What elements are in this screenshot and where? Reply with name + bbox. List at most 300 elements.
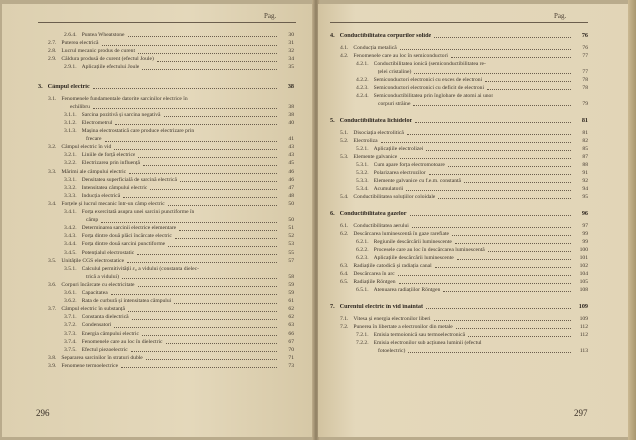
toc-page-number: 78 bbox=[582, 85, 588, 91]
toc-entry-row bbox=[340, 130, 588, 136]
toc-page-number: 55 bbox=[288, 249, 294, 256]
toc-entry-row bbox=[356, 77, 588, 83]
toc-entry-number: 6.2. bbox=[340, 231, 349, 237]
toc-page-number: 82 bbox=[582, 138, 588, 144]
toc-entry-title: Radiațiile catodică și radiația canal bbox=[353, 263, 432, 269]
toc-entry-row bbox=[64, 298, 294, 304]
toc-page-number: 101 bbox=[579, 255, 588, 261]
toc-entry-number: 4.2.3. bbox=[356, 85, 369, 91]
toc-entry-title: Intensitatea câmpului electric bbox=[81, 184, 148, 191]
toc-chapter-row bbox=[330, 304, 588, 310]
toc-page-number: 45 bbox=[288, 160, 294, 167]
toc-entry-number: 6.2.1. bbox=[356, 239, 369, 245]
toc-entry-title: Atenuarea radiațiilor Röntgen bbox=[373, 287, 441, 293]
toc-leader-dots bbox=[111, 294, 277, 295]
toc-entry-title: Conductibilitatea gazelor bbox=[339, 211, 407, 217]
toc-entry-row bbox=[64, 128, 294, 134]
toc-leader-dots bbox=[168, 246, 277, 247]
toc-leader-dots bbox=[115, 124, 277, 125]
toc-entry-title: Câmpul electric bbox=[47, 83, 90, 90]
toc-leader-dots bbox=[101, 222, 277, 223]
toc-entry-title: Vitesa și energia electronilor liberi bbox=[353, 316, 431, 322]
toc-leader-dots bbox=[435, 267, 571, 268]
toc-entry-title: Cum apare forța electromotoare bbox=[373, 162, 445, 168]
toc-page-number: 50 bbox=[288, 217, 294, 224]
toc-page-number: 76 bbox=[581, 32, 588, 39]
toc-page-number: 81 bbox=[581, 117, 588, 124]
toc-entry-number: 2.9.1. bbox=[64, 64, 77, 71]
toc-entry-row bbox=[340, 316, 588, 322]
toc-page-number: 31 bbox=[288, 40, 294, 47]
toc-leader-dots bbox=[434, 320, 571, 321]
toc-entry-row bbox=[340, 279, 588, 285]
toc-entry-number: 2.9. bbox=[48, 56, 57, 63]
toc-entry-row bbox=[48, 363, 294, 369]
toc-entry-title: Căldura produsă de curent (efectul Joule) bbox=[61, 56, 154, 63]
toc-entry-title: Inducția electrică bbox=[81, 192, 121, 199]
toc-leader-dots bbox=[114, 327, 277, 328]
toc-entry-number: 7.2.2. bbox=[356, 340, 369, 346]
page-number-right: 297 bbox=[574, 408, 588, 418]
left-page bbox=[2, 4, 314, 437]
toc-page-number: 38 bbox=[287, 82, 294, 90]
toc-entry-number: 3.6.1. bbox=[64, 290, 77, 296]
toc-page-number: 34 bbox=[288, 56, 294, 63]
toc-entry-number: 3.1.3. bbox=[64, 128, 77, 134]
toc-entry-row bbox=[340, 263, 588, 269]
toc-page-number: 94 bbox=[582, 186, 588, 192]
toc-entry-number: 5.3.3. bbox=[356, 178, 369, 184]
toc-entry-number: 3.7.1. bbox=[64, 314, 77, 321]
toc-entry-row bbox=[340, 138, 588, 144]
toc-leader-dots bbox=[410, 215, 572, 216]
toc-entry-row bbox=[86, 217, 294, 223]
toc-entry-number: 6.5.1. bbox=[356, 287, 369, 293]
toc-leader-dots bbox=[142, 69, 277, 70]
toc-entry-title: Separarea sarcinilor în straturi duble bbox=[61, 354, 143, 361]
toc-entry-title: Aplicațiile electrolizei bbox=[373, 146, 424, 152]
toc-leader-dots bbox=[175, 238, 277, 239]
toc-entry-row bbox=[64, 209, 294, 215]
toc-entry-row bbox=[356, 162, 588, 168]
toc-entry-row bbox=[340, 194, 588, 200]
toc-entry-row bbox=[48, 282, 294, 288]
toc-entry-number: 6.2.2. bbox=[356, 247, 369, 253]
toc-page-number: 102 bbox=[579, 263, 588, 269]
toc-entry-row bbox=[64, 112, 294, 118]
toc-entry-title: Acumulatorii bbox=[373, 186, 404, 192]
toc-entry-number: 7. bbox=[330, 303, 335, 310]
toc-page-number: 92 bbox=[582, 178, 588, 184]
toc-page-number: 104 bbox=[579, 271, 588, 277]
toc-entry-row bbox=[340, 154, 588, 160]
toc-page-number: 63 bbox=[288, 322, 294, 329]
toc-entry-number: 6.4. bbox=[340, 271, 349, 277]
toc-leader-dots bbox=[123, 197, 277, 198]
toc-entry-title: Aplicațiile efectului Joule bbox=[81, 64, 140, 71]
toc-leader-dots bbox=[438, 198, 571, 199]
toc-page-number: 109 bbox=[579, 316, 588, 322]
toc-leader-dots bbox=[131, 351, 277, 352]
page-edge bbox=[628, 0, 636, 440]
toc-leader-dots bbox=[122, 278, 277, 279]
toc-page-number: 91 bbox=[582, 170, 588, 176]
toc-page-number: 79 bbox=[582, 101, 588, 107]
toc-entry-title: Fenomene termoelectrice bbox=[61, 362, 119, 369]
toc-entry-row bbox=[64, 290, 294, 296]
right-page bbox=[318, 4, 630, 437]
toc-entry-number: 4.2. bbox=[340, 53, 349, 59]
toc-page-number: 46 bbox=[288, 168, 294, 175]
toc-entry-row bbox=[64, 241, 294, 247]
toc-entry-number: 7.2.1. bbox=[356, 332, 369, 338]
toc-page-number: 59 bbox=[288, 281, 294, 288]
toc-page-number: 88 bbox=[582, 162, 588, 168]
toc-entry-row bbox=[86, 136, 294, 142]
toc-entry-row bbox=[378, 101, 588, 107]
toc-page-number: 35 bbox=[288, 64, 294, 71]
toc-leader-dots bbox=[398, 275, 571, 276]
toc-entry-number: 3.1.1. bbox=[64, 111, 77, 118]
toc-entry-title: Efectul piezoelectric bbox=[81, 346, 128, 353]
toc-entry-number: 5. bbox=[330, 117, 335, 124]
toc-entry-number: 3.4.2. bbox=[64, 225, 77, 232]
toc-entry-title-continued: câmp bbox=[86, 217, 99, 224]
toc-entry-row bbox=[356, 340, 588, 346]
toc-entry-title: Emisia termoionică sau termoelectronică bbox=[373, 332, 466, 338]
toc-page-number: 77 bbox=[582, 53, 588, 59]
toc-page-number: 43 bbox=[288, 152, 294, 159]
toc-page-number: 41 bbox=[288, 136, 294, 143]
toc-leader-dots bbox=[456, 328, 571, 329]
toc-entry-title: Mașina electrostatică care produce electrizare prin bbox=[81, 128, 195, 134]
toc-entry-row bbox=[64, 160, 294, 166]
toc-entry-title: Conductibilitatea lichidelor bbox=[339, 118, 413, 124]
toc-page-number: 87 bbox=[582, 154, 588, 160]
toc-entry-row bbox=[48, 258, 294, 264]
toc-entry-number: 3.3.2. bbox=[64, 184, 77, 191]
toc-entry-number: 6.3. bbox=[340, 263, 349, 269]
toc-entry-title: Semiconductibilitatea prin înglobare de atomi ai unor bbox=[373, 93, 494, 99]
toc-entry-title: Electroliza bbox=[353, 138, 378, 144]
page-column-label: Pag. bbox=[554, 12, 567, 20]
toc-entry-number: 3.5.1. bbox=[64, 265, 77, 272]
toc-entry-row bbox=[48, 201, 294, 207]
toc-leader-dots bbox=[121, 367, 277, 368]
toc-page-number: 109 bbox=[578, 303, 588, 310]
toc-page-number: 77 bbox=[582, 69, 588, 75]
toc-leader-dots bbox=[468, 336, 571, 337]
toc-entry-row bbox=[356, 170, 588, 176]
toc-entry-title-continued: frecare bbox=[86, 136, 102, 143]
toc-entry-number: 3.7.3. bbox=[64, 330, 77, 337]
toc-entry-title: Forța exercitată asupra unei sarcini punctiforme în bbox=[81, 209, 195, 215]
toc-entry-number: 3.7.5. bbox=[64, 346, 77, 353]
toc-leader-dots bbox=[127, 262, 277, 263]
toc-page-number: 46 bbox=[288, 176, 294, 183]
toc-entry-number: 3.1.2. bbox=[64, 119, 77, 126]
toc-chapter-row bbox=[330, 33, 588, 39]
toc-page-number: 62 bbox=[288, 314, 294, 321]
toc-entry-row bbox=[48, 306, 294, 312]
toc-entry-row bbox=[48, 40, 294, 46]
toc-entry-row bbox=[356, 61, 588, 67]
toc-leader-dots bbox=[128, 311, 277, 312]
toc-entry-row bbox=[356, 93, 588, 99]
toc-leader-dots bbox=[179, 230, 277, 231]
toc-page-number: 99 bbox=[582, 239, 588, 245]
toc-entry-title: Polarizarea electrozilor bbox=[373, 170, 426, 176]
toc-entry-row bbox=[48, 56, 294, 62]
toc-entry-row bbox=[340, 45, 588, 51]
toc-entry-row bbox=[64, 185, 294, 191]
toc-entry-number: 3.1. bbox=[48, 95, 57, 102]
toc-entry-title: Forțele și lucrul mecanic într-un câmp electric bbox=[61, 200, 165, 207]
toc-entry-row bbox=[340, 271, 588, 277]
toc-entry-title: Calculul permitivității ε₀ a vidului (constanta dielec- bbox=[81, 265, 199, 272]
toc-leader-dots bbox=[413, 105, 571, 106]
toc-entry-row bbox=[64, 250, 294, 256]
toc-page-number: 113 bbox=[579, 348, 588, 354]
toc-entry-title: Conductibilitatea ionică (semiconductibilitatea re- bbox=[373, 61, 486, 67]
toc-page-number: 81 bbox=[582, 130, 588, 136]
toc-page-number: 32 bbox=[288, 48, 294, 55]
toc-entry-row bbox=[340, 223, 588, 229]
toc-entry-row bbox=[356, 287, 588, 293]
toc-page-number: 57 bbox=[288, 257, 294, 264]
toc-entry-row bbox=[356, 255, 588, 261]
toc-entry-title: Semiconductori electronici cu deficit de electroni bbox=[373, 85, 485, 91]
toc-entry-row bbox=[356, 239, 588, 245]
toc-leader-dots bbox=[105, 141, 277, 142]
toc-entry-title: Radiațiile Röntgen bbox=[353, 279, 396, 285]
toc-leader-dots bbox=[164, 116, 278, 117]
toc-entry-row bbox=[70, 104, 294, 110]
toc-entry-number: 3.3. bbox=[48, 168, 57, 175]
toc-entry-title: Condensatori bbox=[81, 322, 112, 329]
toc-page-number: 95 bbox=[582, 194, 588, 200]
toc-entry-number: 3.6. bbox=[48, 281, 57, 288]
toc-leader-dots bbox=[93, 88, 277, 89]
toc-leader-dots bbox=[408, 352, 571, 353]
toc-entry-title: Conductibilitatea corpurilor solide bbox=[339, 33, 432, 39]
toc-entry-number: 6.1. bbox=[340, 223, 349, 229]
toc-chapter-row bbox=[330, 211, 588, 217]
toc-entry-number: 3.3.1. bbox=[64, 176, 77, 183]
toc-leader-dots bbox=[146, 359, 277, 360]
toc-entry-number: 3.3.3. bbox=[64, 192, 77, 199]
toc-entry-title: Semiconductori electronici cu exces de electroni bbox=[373, 77, 483, 83]
toc-chapter-row bbox=[330, 118, 588, 124]
toc-entry-title: Aplicațiile descărcării luminescente bbox=[373, 255, 454, 261]
toc-entry-title: Câmpul electric în vid bbox=[61, 144, 112, 151]
toc-entry-row bbox=[64, 314, 294, 320]
toc-page-number: 99 bbox=[582, 231, 588, 237]
toc-entry-row bbox=[86, 274, 294, 280]
toc-entry-title: Câmpul electric în substanță bbox=[61, 306, 125, 313]
toc-entry-number: 3. bbox=[38, 82, 43, 90]
toc-entry-title: Procesele care au loc în descărcarea luminescentă bbox=[373, 247, 485, 253]
toc-entry-number: 3.7. bbox=[48, 306, 57, 313]
toc-page-number: 76 bbox=[582, 45, 588, 51]
toc-entry-row bbox=[378, 348, 588, 354]
toc-entry-number: 3.2. bbox=[48, 144, 57, 151]
toc-entry-row bbox=[64, 322, 294, 328]
toc-entry-title: Corpuri încărcate cu electricitate bbox=[61, 281, 135, 288]
toc-leader-dots bbox=[180, 181, 277, 182]
toc-entry-title: Disociația electrolitică bbox=[353, 130, 404, 136]
toc-leader-dots bbox=[451, 57, 571, 58]
toc-leader-dots bbox=[93, 108, 277, 109]
toc-leader-dots bbox=[128, 36, 277, 37]
toc-leader-dots bbox=[488, 251, 571, 252]
toc-entry-number: 3.4.5. bbox=[64, 249, 77, 256]
toc-entry-number: 3.7.4. bbox=[64, 338, 77, 345]
toc-page-number: 70 bbox=[288, 346, 294, 353]
toc-leader-dots bbox=[406, 190, 571, 191]
toc-entry-number: 3.9. bbox=[48, 362, 57, 369]
toc-entry-row bbox=[340, 324, 588, 330]
toc-entry-title-continued: țelei cristaline) bbox=[378, 69, 412, 75]
toc-page-number: 67 bbox=[288, 338, 294, 345]
toc-leader-dots bbox=[414, 73, 571, 74]
toc-entry-row bbox=[356, 178, 588, 184]
toc-entry-number: 6.2.3. bbox=[356, 255, 369, 261]
toc-leader-dots bbox=[400, 158, 571, 159]
toc-leader-dots bbox=[400, 49, 571, 50]
toc-entry-title: Sarcina pozitivă și sarcina negativă bbox=[81, 111, 161, 118]
toc-entry-title: Energia câmpului electric bbox=[81, 330, 139, 337]
toc-entry-title: Fenomenele care au loc în dielectric bbox=[81, 338, 163, 345]
toc-leader-dots bbox=[174, 303, 277, 304]
toc-entry-title: Unitățile CGS electrostatice bbox=[61, 257, 125, 264]
toc-entry-row bbox=[48, 169, 294, 175]
toc-entry-row bbox=[64, 266, 294, 272]
toc-entry-number: 5.1. bbox=[340, 130, 349, 136]
toc-leader-dots bbox=[426, 308, 571, 309]
toc-entry-number: 4.2.4. bbox=[356, 93, 369, 99]
toc-entry-title: Capacitatea bbox=[81, 290, 108, 296]
toc-entry-number: 5.2.1. bbox=[356, 146, 369, 152]
toc-entry-number: 3.4.3. bbox=[64, 233, 77, 240]
toc-page-number: 112 bbox=[579, 332, 588, 338]
toc-entry-number: 5.3.1. bbox=[356, 162, 369, 168]
toc-leader-dots bbox=[381, 142, 571, 143]
toc-entry-title: Determinarea sarcinii electrice elementare bbox=[81, 225, 177, 232]
toc-entry-row bbox=[64, 64, 294, 70]
toc-page-number: 73 bbox=[288, 362, 294, 369]
toc-leader-dots bbox=[132, 319, 277, 320]
toc-entry-title-continued: corpuri străine bbox=[378, 101, 411, 107]
toc-leader-dots bbox=[485, 81, 571, 82]
toc-entry-row bbox=[64, 120, 294, 126]
toc-entry-title: Liniile de forță electrice bbox=[81, 152, 136, 159]
toc-leader-dots bbox=[429, 174, 571, 175]
toc-leader-dots bbox=[138, 157, 277, 158]
toc-page-number: 100 bbox=[579, 247, 588, 253]
toc-leader-dots bbox=[426, 150, 571, 151]
toc-entry-number: 3.6.2. bbox=[64, 298, 77, 305]
toc-entry-row bbox=[356, 247, 588, 253]
toc-entry-number: 4.2.2. bbox=[356, 77, 369, 83]
toc-page-number: 40 bbox=[288, 119, 294, 126]
toc-entry-number: 5.2. bbox=[340, 138, 349, 144]
toc-entry-row bbox=[48, 96, 294, 102]
toc-entry-title: Forța dintre două plăci încărcate electric bbox=[81, 233, 172, 240]
toc-entry-number: 2.7. bbox=[48, 40, 57, 47]
toc-entry-title: Potențialul electrostatic bbox=[81, 249, 135, 256]
toc-page-number: 51 bbox=[288, 225, 294, 232]
toc-entry-title: Fenomenele fundamentale datorite sarcinilor electrice în bbox=[61, 95, 188, 102]
toc-entry-title-continued: fotoelectric) bbox=[378, 348, 406, 354]
toc-entry-row bbox=[48, 355, 294, 361]
toc-page-number: 78 bbox=[582, 77, 588, 83]
toc-entry-number: 4.2.1. bbox=[356, 61, 369, 67]
toc-page-number: 53 bbox=[288, 241, 294, 248]
toc-entry-title: Regiunile descărcării luminescente bbox=[373, 239, 452, 245]
toc-page-number: 108 bbox=[579, 287, 588, 293]
toc-leader-dots bbox=[114, 149, 277, 150]
toc-entry-number: 3.2.2. bbox=[64, 160, 77, 167]
toc-entry-title: Conducția metalică bbox=[353, 45, 397, 51]
toc-entry-number: 3.4.1. bbox=[64, 209, 77, 215]
toc-entry-number: 2.6.4. bbox=[64, 32, 77, 38]
toc-entry-title: Densitatea superficială de sarcină electrică bbox=[81, 176, 177, 183]
toc-leader-dots bbox=[102, 45, 277, 46]
toc-entry-row bbox=[378, 69, 588, 75]
toc-entry-row bbox=[64, 339, 294, 345]
toc-entry-title: Emisia electronilor sub acțiunea luminii (efectul bbox=[373, 340, 482, 346]
toc-entry-row bbox=[64, 193, 294, 199]
toc-entry-row bbox=[64, 177, 294, 183]
toc-entry-row bbox=[48, 48, 294, 54]
toc-entry-number: 3.4. bbox=[48, 200, 57, 207]
toc-page-number: 59 bbox=[288, 290, 294, 296]
toc-leader-dots bbox=[407, 134, 571, 135]
toc-leader-dots bbox=[448, 166, 571, 167]
toc-entry-number: 5.3.2. bbox=[356, 170, 369, 176]
toc-entry-row bbox=[340, 231, 588, 237]
toc-entry-row bbox=[48, 144, 294, 150]
toc-entry-title: Descărcarea în arc bbox=[353, 271, 395, 277]
toc-entry-row bbox=[64, 347, 294, 353]
toc-entry-title: Puterea electrică bbox=[61, 40, 99, 47]
toc-entry-number: 4.1. bbox=[340, 45, 349, 51]
toc-entry-number: 7.1. bbox=[340, 316, 349, 322]
toc-entry-number: 3.7.2. bbox=[64, 322, 77, 329]
toc-page-number: 71 bbox=[288, 354, 294, 361]
toc-leader-dots bbox=[138, 286, 277, 287]
toc-entry-title: Constanta dielectrică bbox=[81, 314, 129, 321]
toc-list-left bbox=[2, 4, 314, 437]
toc-page-number: 97 bbox=[582, 223, 588, 229]
toc-leader-dots bbox=[166, 343, 277, 344]
toc-list-right bbox=[318, 4, 630, 437]
toc-entry-number: 3.4.4. bbox=[64, 241, 77, 248]
toc-page-number: 48 bbox=[288, 192, 294, 199]
toc-entry-number: 4. bbox=[330, 32, 335, 39]
toc-entry-title-continued: trică a vidului) bbox=[86, 273, 119, 280]
toc-leader-dots bbox=[137, 254, 277, 255]
toc-entry-title: Forța dintre două sarcini punctiforme bbox=[81, 241, 166, 248]
toc-chapter-row bbox=[38, 84, 294, 90]
toc-entry-row bbox=[64, 152, 294, 158]
page-column-label: Pag. bbox=[264, 12, 277, 20]
toc-leader-dots bbox=[443, 291, 571, 292]
toc-page-number: 47 bbox=[288, 184, 294, 191]
toc-leader-dots bbox=[415, 122, 571, 123]
toc-entry-number: 7.2. bbox=[340, 324, 349, 330]
